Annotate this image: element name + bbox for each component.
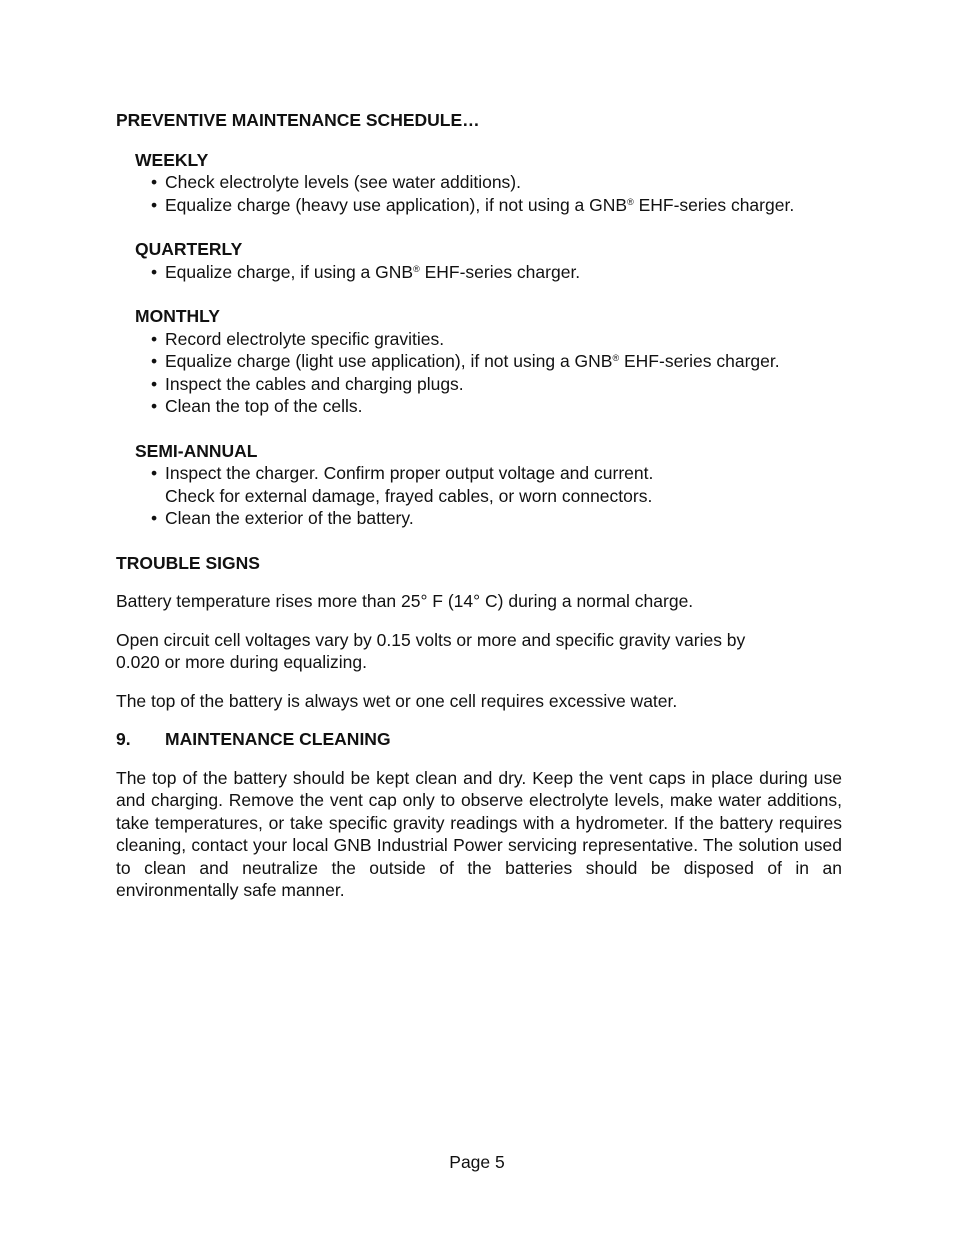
list-item bbox=[151, 507, 842, 530]
schedule-heading: PREVENTIVE MAINTENANCE SCHEDULE… bbox=[116, 110, 480, 130]
monthly-list bbox=[135, 328, 842, 418]
registered-mark: ® bbox=[627, 196, 634, 207]
cleaning-paragraph: The top of the battery should be kept clean and dry. Keep the vent caps in place during use and charging. Remove the vent cap only to observe electrolyte levels, make water additions, take temperatures, or take specific gravity readings with a hydrometer. If the battery requires cleaning, contact your local GNB Industrial Power servicing representative. The solution used to clean and neutralize the outside of the batteries should be disposed of in an environmentally safe manner. bbox=[116, 767, 842, 900]
list-item bbox=[151, 462, 842, 507]
list-item-text: • Inspect the charger. Confirm proper output voltage and current. bbox=[165, 463, 654, 483]
paragraph-line: 0.020 or more during equalizing. bbox=[116, 652, 367, 672]
list-item-text: Equalize charge (heavy use application), if not using a GNB bbox=[165, 194, 628, 215]
trouble-paragraph-1: Battery temperature rises more than 25° F (14° C) during a normal charge. bbox=[116, 591, 694, 611]
section-title: MAINTENANCE CLEANING bbox=[165, 729, 391, 749]
trouble-signs-heading: TROUBLE SIGNS bbox=[116, 552, 260, 573]
list-item-text: Equalize charge (light use application), if not using a GNB bbox=[165, 351, 613, 371]
list-item bbox=[151, 350, 842, 373]
semi-annual-block bbox=[135, 440, 842, 530]
semi-annual-heading: SEMI-ANNUAL bbox=[135, 440, 258, 461]
section-number: 9. bbox=[116, 729, 131, 749]
cleaning-heading bbox=[116, 728, 842, 751]
quarterly-list bbox=[135, 261, 842, 284]
quarterly-block bbox=[135, 238, 842, 283]
registered-mark: ® bbox=[413, 263, 420, 274]
list-item-text: EHF-series charger. bbox=[619, 351, 780, 371]
monthly-heading: MONTHLY bbox=[135, 306, 220, 326]
paragraph-line: Open circuit cell voltages vary by 0.15 volts or more and specific gravity varies by bbox=[116, 629, 746, 650]
list-item-text: Check electrolyte levels (see water additions). bbox=[165, 172, 521, 192]
weekly-list bbox=[135, 171, 842, 216]
list-item bbox=[151, 395, 842, 418]
quarterly-heading: QUARTERLY bbox=[135, 239, 243, 259]
registered-mark: ® bbox=[612, 353, 620, 363]
list-item bbox=[151, 171, 842, 194]
list-item-text: EHF-series charger. bbox=[633, 194, 795, 215]
page-number: Page 5 bbox=[449, 1152, 505, 1172]
list-item bbox=[151, 261, 842, 284]
list-item-text: Inspect the cables and charging plugs. bbox=[165, 373, 464, 394]
list-item bbox=[151, 194, 842, 217]
semi-annual-list bbox=[135, 462, 842, 530]
trouble-paragraph-3: The top of the battery is always wet or one cell requires excessive water. bbox=[116, 690, 678, 711]
trouble-paragraph-2 bbox=[116, 629, 842, 674]
schedule-section bbox=[135, 149, 842, 530]
list-item-text: Record electrolyte specific gravities. bbox=[165, 328, 445, 349]
list-item-text: Clean the exterior of the battery. bbox=[165, 508, 414, 528]
list-item-text: EHF-series charger. bbox=[419, 261, 581, 282]
list-item-text: Check for external damage, frayed cables, or worn connectors. bbox=[165, 485, 653, 506]
page-content bbox=[116, 109, 842, 902]
weekly-heading: WEEKLY bbox=[135, 149, 209, 170]
list-item-text: Equalize charge, if using a GNB bbox=[165, 261, 414, 282]
monthly-block bbox=[135, 305, 842, 418]
list-item bbox=[151, 328, 842, 351]
list-item bbox=[151, 373, 842, 396]
weekly-block bbox=[135, 149, 842, 217]
list-item-text: Clean the top of the cells. bbox=[165, 396, 363, 416]
